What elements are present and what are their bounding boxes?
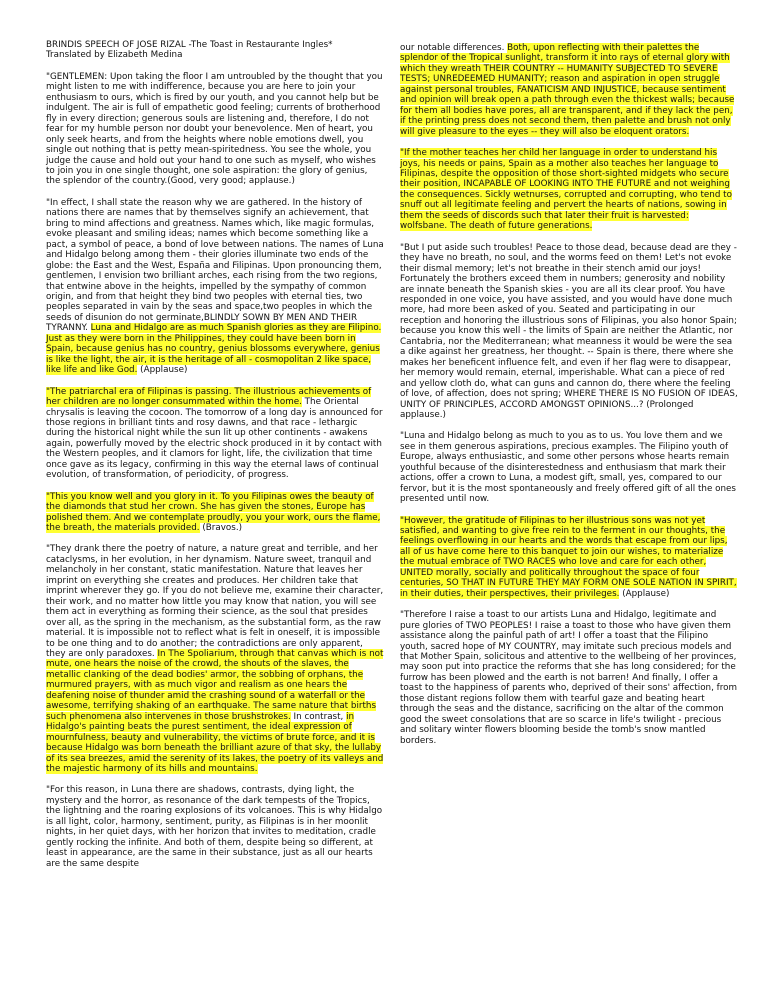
text-run: "GENTLEMEN: Upon taking the floor I am untroubled by the thought that you might listen to me with indifference, because you are here to join your enthusiasm to ours, which is fired by our youth, and you cannot help but be indulgent. The air is full of empathetic good feeling; currents of brotherhood fly in every direction; generous souls are listening and, therefore, I do not fear for my humble person nor doubt your benevolence. Men of heart, you only seek hearts, and from the heights where noble emotions dwell, you single out nothing that is petty mean-spiritedness. You see the whole, you judge the cause and hold out your hand to one such as myself, who wishes to join you in one single thought, one sole aspiration: the glory of genius, the splendor of the country.(Good, very good; applause.)	[46, 71, 383, 187]
text-run: (Applause)	[137, 365, 188, 376]
paragraph	[400, 43, 738, 137]
paragraph	[46, 72, 384, 187]
speech-title: BRINDIS SPEECH OF JOSE RIZAL -The Toast in Restaurante Ingles*	[46, 40, 333, 50]
paragraph	[400, 610, 738, 746]
paragraph	[46, 785, 384, 869]
text-run: (Applause)	[619, 588, 670, 599]
highlighted-text: "This you know well and you glory in it. To you Filipinas owes the beauty of the diamonds that stud her crown. She has given the stones, Europe has polished them. And we contemplate proudly, you your work, ours the flame, the breath, the materials provided.	[46, 491, 381, 534]
text-run: "They drank there the poetry of nature, a nature great and terrible, and her cataclysms, in her evolution, in her dynamism. Nature sweet, tranquil and melancholy in her constant, static manifestation. Nature that leaves her imprint on everything she creates and produces. Her children take that imprint wherever they go. If you do not believe me, examine their character, their work, and no matter how little you may know that nation, you will see them act in everything as forming their science, as the soul that presides over all, as the spring in the mechanism, as the substantial form, as the raw material. It is impossible not to reflect what is felt in oneself, it is impossible to be one thing and to do another; the contradictions are only apparent, they are only paradoxes.	[46, 544, 384, 660]
text-run: "For this reason, in Luna there are shadows, contrasts, dying light, the mystery and the horror, as resonance of the dark tempests of the Tropics, the lightning and the roaring explosions of its volcanoes. This is why Hidalgo is all light, color, harmony, sentiment, purity, as Filipinas is in her moonlit nights, in her quiet days, with her horizon that invites to meditation, cradle gently rocking the infinite. And both of them, despite being so different, at least in appearance, are the same in their substance, just as all our hearts are the same despite	[46, 785, 383, 869]
paragraph	[46, 544, 384, 774]
text-run: The Oriental chrysalis is leaving the cocoon. The tomorrow of a long day is announced for those regions in brilliant tints and rosy dawns, and that race - lethargic during the historical night while the sun lit up other continents - awakens again, powerfully moved by the electric shock produced in it by contact with the Western peoples, and it clamors for light, life, the civilization that time once gave as its legacy, confirming in this way the eternal laws of continual evolution, of transformation, of periodicity, of progress.	[46, 397, 383, 481]
paragraph	[46, 198, 384, 376]
paragraph	[400, 431, 738, 504]
right-paragraphs	[400, 43, 738, 746]
text-run: "Therefore I raise a toast to our artists Luna and Hidalgo, legitimate and pure glories of TWO PEOPLES! I raise a toast to those who have given them assistance along the painful path of art! I offer a toast that the Filipino youth, sacred hope of MY COUNTRY, may imitate such precious models and that Mother Spain, solicitous and attentive to the wellbeing of her provinces, may soon put into practice the reforms that she has long considered; for the furrow has been plowed and the earth is not barren! And finally, I offer a toast to the happiness of parents who, deprived of their sons' affection, from those distant regions follow them with tearful gaze and beating heart through the seas and the distance, sacrificing on the altar of the common good the sweet consolations that are so scarce in life's twilight - precious and solitary winter flowers blooming beside the tomb's snow mantled borders.	[400, 610, 738, 746]
right-column	[400, 40, 738, 994]
left-column	[46, 40, 384, 994]
paragraph	[46, 492, 384, 534]
highlighted-text: "However, the gratitude of Filipinas to her illustrious sons was not yet satisfied, and wanting to give free rein to the ferment in our thoughts, the feelings overflowing in our hearts and the words that escape from our lips, all of us have come here to this banquet to join our wishes, to materialize the mutual embrace of TWO RACES who love and care for each other, UNITED morally, socially and politically throughout the space of four centuries, SO THAT IN FUTURE THEY MAY FORM ONE SOLE NATION IN SPIRIT, in their duties, their perspectives, their privileges.	[400, 515, 737, 599]
highlighted-text: In The Spoliarium, through that canvas which is not mute, one hears the noise of the crowd, the shouts of the slaves, the metallic clanking of the dead bodies' armor, the sobbing of orphans, the murmured prayers, with as much vigor and realism as one hears the deafening noise of thunder amid the crashing sound of a waterfall or the awesome, terrifying shaking of an earthquake. The same nature that births such phenomena also intervenes in those brushstrokes.	[46, 649, 384, 722]
highlighted-text: Luna and Hidalgo are as much Spanish glories as they are Filipino. Just as they were born in the Philippines, they could have been born in Spain, because genius has no country, genius blossoms everywhere, genius is like the light, the air, it is the heritage of all - cosmopolitan 2 like space, like life and like God.	[46, 323, 382, 376]
text-run: In contrast,	[290, 711, 347, 722]
highlighted-text: "The patriarchal era of Filipinas is passing. The illustrious achievements of her children are no longer consummated within the home.	[46, 386, 372, 408]
highlighted-text: Both, upon reflecting with their palettes the splendor of the Tropical sunlight, transform it into rays of eternal glory with which they wreath THEIR COUNTRY -- HUMANITY SUBJECTED TO SEVERE TESTS; UNREDEEMED HUMANITY; reason and aspiration in open struggle against personal troubles, FANATICISM AND INJUSTICE, because sentiment and opinion will break open a path through even the thickest walls; because for them all bodies have pores, all are transparent, and if they lack the pen, if the printing press does not second them, then palette and brush not only will give pleasure to the eyes -- they will also be eloquent orators.	[400, 43, 735, 137]
paragraph	[46, 387, 384, 481]
translator-credit: Translated by Elizabeth Medina	[46, 50, 183, 61]
text-run: "But I put aside such troubles! Peace to those dead, because dead are they - they have no breath, no soul, and the worms feed on them! Let's not evoke their dismal memory; let's not breathe in their stench amid our joys! Fortunately the brothers exceed them in numbers; generosity and nobility are innate beneath the Spanish skies - you are all its clear proof. You have responded in one voice, you have assisted, and you would have done much more, had more been asked of you. Seated and participating in our reception and honoring the illustrious sons of Filipinas, you also honor Spain; because you know this well - the limits of Spain are neither the Atlantic, nor Cantabria, nor the Mediterranean; what meanness it would be were the sea a dike against her greatness, her thought. -- Spain is there, there where she makes her beneficent influence felt, and even if her flag were to disappear, her memory would remain, eternal, imperishable. What can a piece of red and yellow cloth do, what can guns and cannon do, there where the feeling of love, of affection, does not spring; WHERE THERE IS NO FUSION OF IDEAS, UNITY OF PRINCIPLES, ACCORD AMONGST OPINIONS...? (Prolonged applause.)	[400, 242, 738, 420]
text-run: our notable differences.	[400, 43, 508, 53]
paragraph	[400, 516, 738, 600]
highlighted-text: "If the mother teaches her child her language in order to understand his joys, his needs or pains, Spain as a mother also teaches her language to Filipinas, despite the opposition of those short-sighted midgets who secure their position, INCAPABLE OF LOOKING INTO THE FUTURE and not weighing the consequences. Sickly wetnurses, corrupted and corrupting, who tend to snuff out all legitimate feeling and pervert the hearts of nations, sowing in them the seeds of discords such that later their fruit is harvested: wolfsbane. The death of future generations.	[400, 148, 732, 232]
text-run: (Bravos.)	[199, 523, 243, 534]
left-paragraphs	[46, 72, 384, 869]
paragraph	[400, 243, 738, 421]
highlighted-text: in Hidalgo's painting beats the purest sentiment, the ideal expression of mournfulness, beauty and vulnerability, the victims of brute force, and it is because Hidalgo was born beneath the brilliant azure of that sky, the lullaby of its sea breezes, amid the serenity of its lakes, the poetry of its valleys and the majestic harmony of its hills and mountains.	[46, 711, 384, 774]
paragraph	[400, 148, 738, 232]
document-heading	[46, 40, 384, 61]
text-run: "In effect, I shall state the reason why we are gathered. In the history of nations there are names that by themselves signify an achievement, that bring to mind affections and greatness. Names which, like magic formulas, evoke pleasant and smiling ideas; names which become something like a pact, a symbol of peace, a bond of love between nations. The names of Luna and Hidalgo belong among them - their glories illuminate two ends of the globe: the East and the West, España and Filipinas. Upon pronouncing them, gentlemen, I envision two brilliant arches, each rising from the two regions, that entwine above in the heights, impelled by the sympathy of common origin, and from that height they bind two peoples with eternal ties, two peoples separated in vain by the seas and space,two peoples in which the seeds of disunion do not germinate,BLINDLY SOWN BY MEN AND THEIR TYRANNY.	[46, 197, 384, 334]
text-run: "Luna and Hidalgo belong as much to you as to us. You love them and we see in them generous aspirations, precious examples. The Filipino youth of Europe, always enthusiastic, and some other persons whose hearts remain youthful because of the disinterestedness and enthusiasm that mark their actions, offer a crown to Luna, a modest gift, small, yes, compared to our fervor, but it is the most spontaneously and freely offered gift of all the ones presented until now.	[400, 431, 736, 505]
